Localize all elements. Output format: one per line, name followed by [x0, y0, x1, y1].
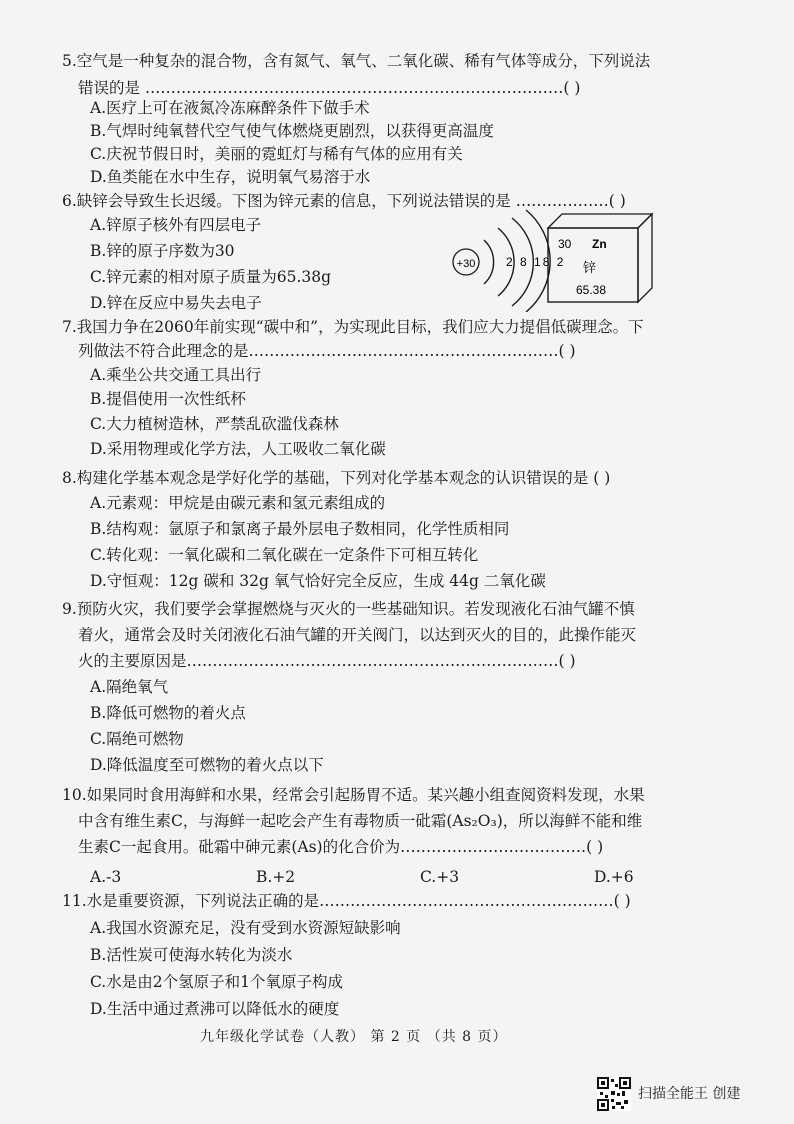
q8-stem: 8.构建化学基本观念是学好化学的基础，下列对化学基本观念的认识错误的是 ( ) — [62, 469, 611, 487]
cell-mass: 65.38 — [576, 283, 607, 297]
q10-option-a: A.-3 — [90, 868, 122, 886]
q5-option-d: D.鱼类能在水中生存，说明氧气易溶于水 — [90, 168, 371, 186]
zinc-figure — [440, 200, 660, 312]
q6-option-b: B.锌的原子序数为30 — [90, 242, 235, 260]
shell-arc-1 — [484, 240, 494, 284]
q7-option-b: B.提倡使用一次性纸杯 — [90, 390, 246, 408]
q6-option-d: D.锌在反应中易失去电子 — [90, 294, 262, 312]
cell-name: 锌 — [583, 261, 597, 276]
q7-option-d: D.采用物理或化学方法，人工吸收二氧化碳 — [90, 440, 386, 458]
scanner-watermark: 扫描全能王 创建 — [638, 1086, 741, 1102]
cell-atomic-number: 30 — [558, 237, 572, 251]
q10-option-d: D.+6 — [594, 868, 634, 886]
q5-option-a: A.医疗上可在液氮冷冻麻醉条件下做手术 — [90, 99, 370, 117]
q8-option-c: C.转化观：一氧化碳和二氧化碳在一定条件下可相互转化 — [90, 546, 479, 564]
q9-stem-line1: 9.预防火灾，我们要学会掌握燃烧与灭火的一些基础知识。若发现液化石油气罐不慎 — [62, 600, 635, 618]
q7-option-c: C.大力植树造林，严禁乱砍滥伐森林 — [90, 415, 339, 433]
q5-option-b: B.气焊时纯氧替代空气使气体燃烧更剧烈，以获得更高温度 — [90, 122, 494, 140]
page-footer: 九年级化学试卷（人教） 第 2 页 （共 8 页） — [200, 1029, 508, 1045]
q8-option-b: B.结构观：氩原子和氯离子最外层电子数相同，化学性质相同 — [90, 520, 510, 538]
q9-option-d: D.降低温度至可燃物的着火点以下 — [90, 756, 324, 774]
cell-symbol: Zn — [592, 237, 607, 251]
q9-option-a: A.隔绝氧气 — [90, 678, 169, 696]
qr-code-icon — [597, 1077, 631, 1111]
q10-option-c: C.+3 — [420, 868, 460, 886]
q6-option-c: C.锌元素的相对原子质量为65.38g — [90, 268, 332, 286]
q11-option-d: D.生活中通过煮沸可以降低水的硬度 — [90, 1000, 340, 1018]
q11-option-a: A.我国水资源充足，没有受到水资源短缺影响 — [90, 919, 401, 937]
q11-stem: 11.水是重要资源，下列说法正确的是…………………………………………………( ) — [62, 892, 631, 910]
q6-stem: 6.缺锌会导致生长迟缓。下图为锌元素的信息，下列说法错误的是 ………………( ) — [62, 192, 626, 210]
q11-option-b: B.活性炭可使海水转化为淡水 — [90, 946, 293, 964]
q10-stem-line2: 中含有维生素C，与海鲜一起吃会产生有毒物质一砒霜(As₂O₃)，所以海鲜不能和维 — [78, 812, 643, 830]
q5-option-c: C.庆祝节假日时，美丽的霓虹灯与稀有气体的应用有关 — [90, 145, 463, 163]
q10-stem-line1: 10.如果同时食用海鲜和水果，经常会引起肠胃不适。某兴趣小组查阅资料发现，水果 — [62, 786, 645, 804]
q11-option-c: C.水是由2个氢原子和1个氧原子构成 — [90, 973, 343, 991]
shell-electrons: 2 8 18 2 — [506, 255, 566, 269]
nucleus-label: +30 — [456, 258, 476, 270]
q7-stem-line2: 列做法不符合此理念的是……………………………………………………( ) — [78, 342, 576, 360]
q8-option-a: A.元素观：甲烷是由碳元素和氢元素组成的 — [90, 494, 386, 512]
q8-option-d: D.守恒观：12g 碳和 32g 氧气恰好完全反应，生成 44g 二氧化碳 — [90, 572, 546, 590]
q9-stem-line2: 着火，通常会及时关闭液化石油气罐的开关阀门，以达到灭火的目的，此操作能灭 — [78, 626, 637, 644]
q9-option-c: C.隔绝可燃物 — [90, 730, 184, 748]
q10-option-b: B.+2 — [256, 868, 296, 886]
q6-option-a: A.锌原子核外有四层电子 — [90, 216, 262, 234]
q7-stem-line1: 7.我国力争在2060年前实现“碳中和”，为实现此目标，我们应大力提倡低碳理念。下 — [62, 318, 644, 336]
q10-stem-line3: 生素C一起食用。砒霜中砷元素(As)的化合价为………………………………( ) — [78, 838, 604, 856]
q5-stem-line2: 错误的是 ………………………………………………………………………( ) — [78, 79, 581, 97]
q9-stem-line3: 火的主要原因是………………………………………………………………( ) — [78, 652, 576, 670]
q9-option-b: B.降低可燃物的着火点 — [90, 704, 246, 722]
q5-stem-line1: 5.空气是一种复杂的混合物，含有氮气、氧气、二氧化碳、稀有气体等成分，下列说法 — [62, 52, 651, 70]
q7-option-a: A.乘坐公共交通工具出行 — [90, 366, 262, 384]
